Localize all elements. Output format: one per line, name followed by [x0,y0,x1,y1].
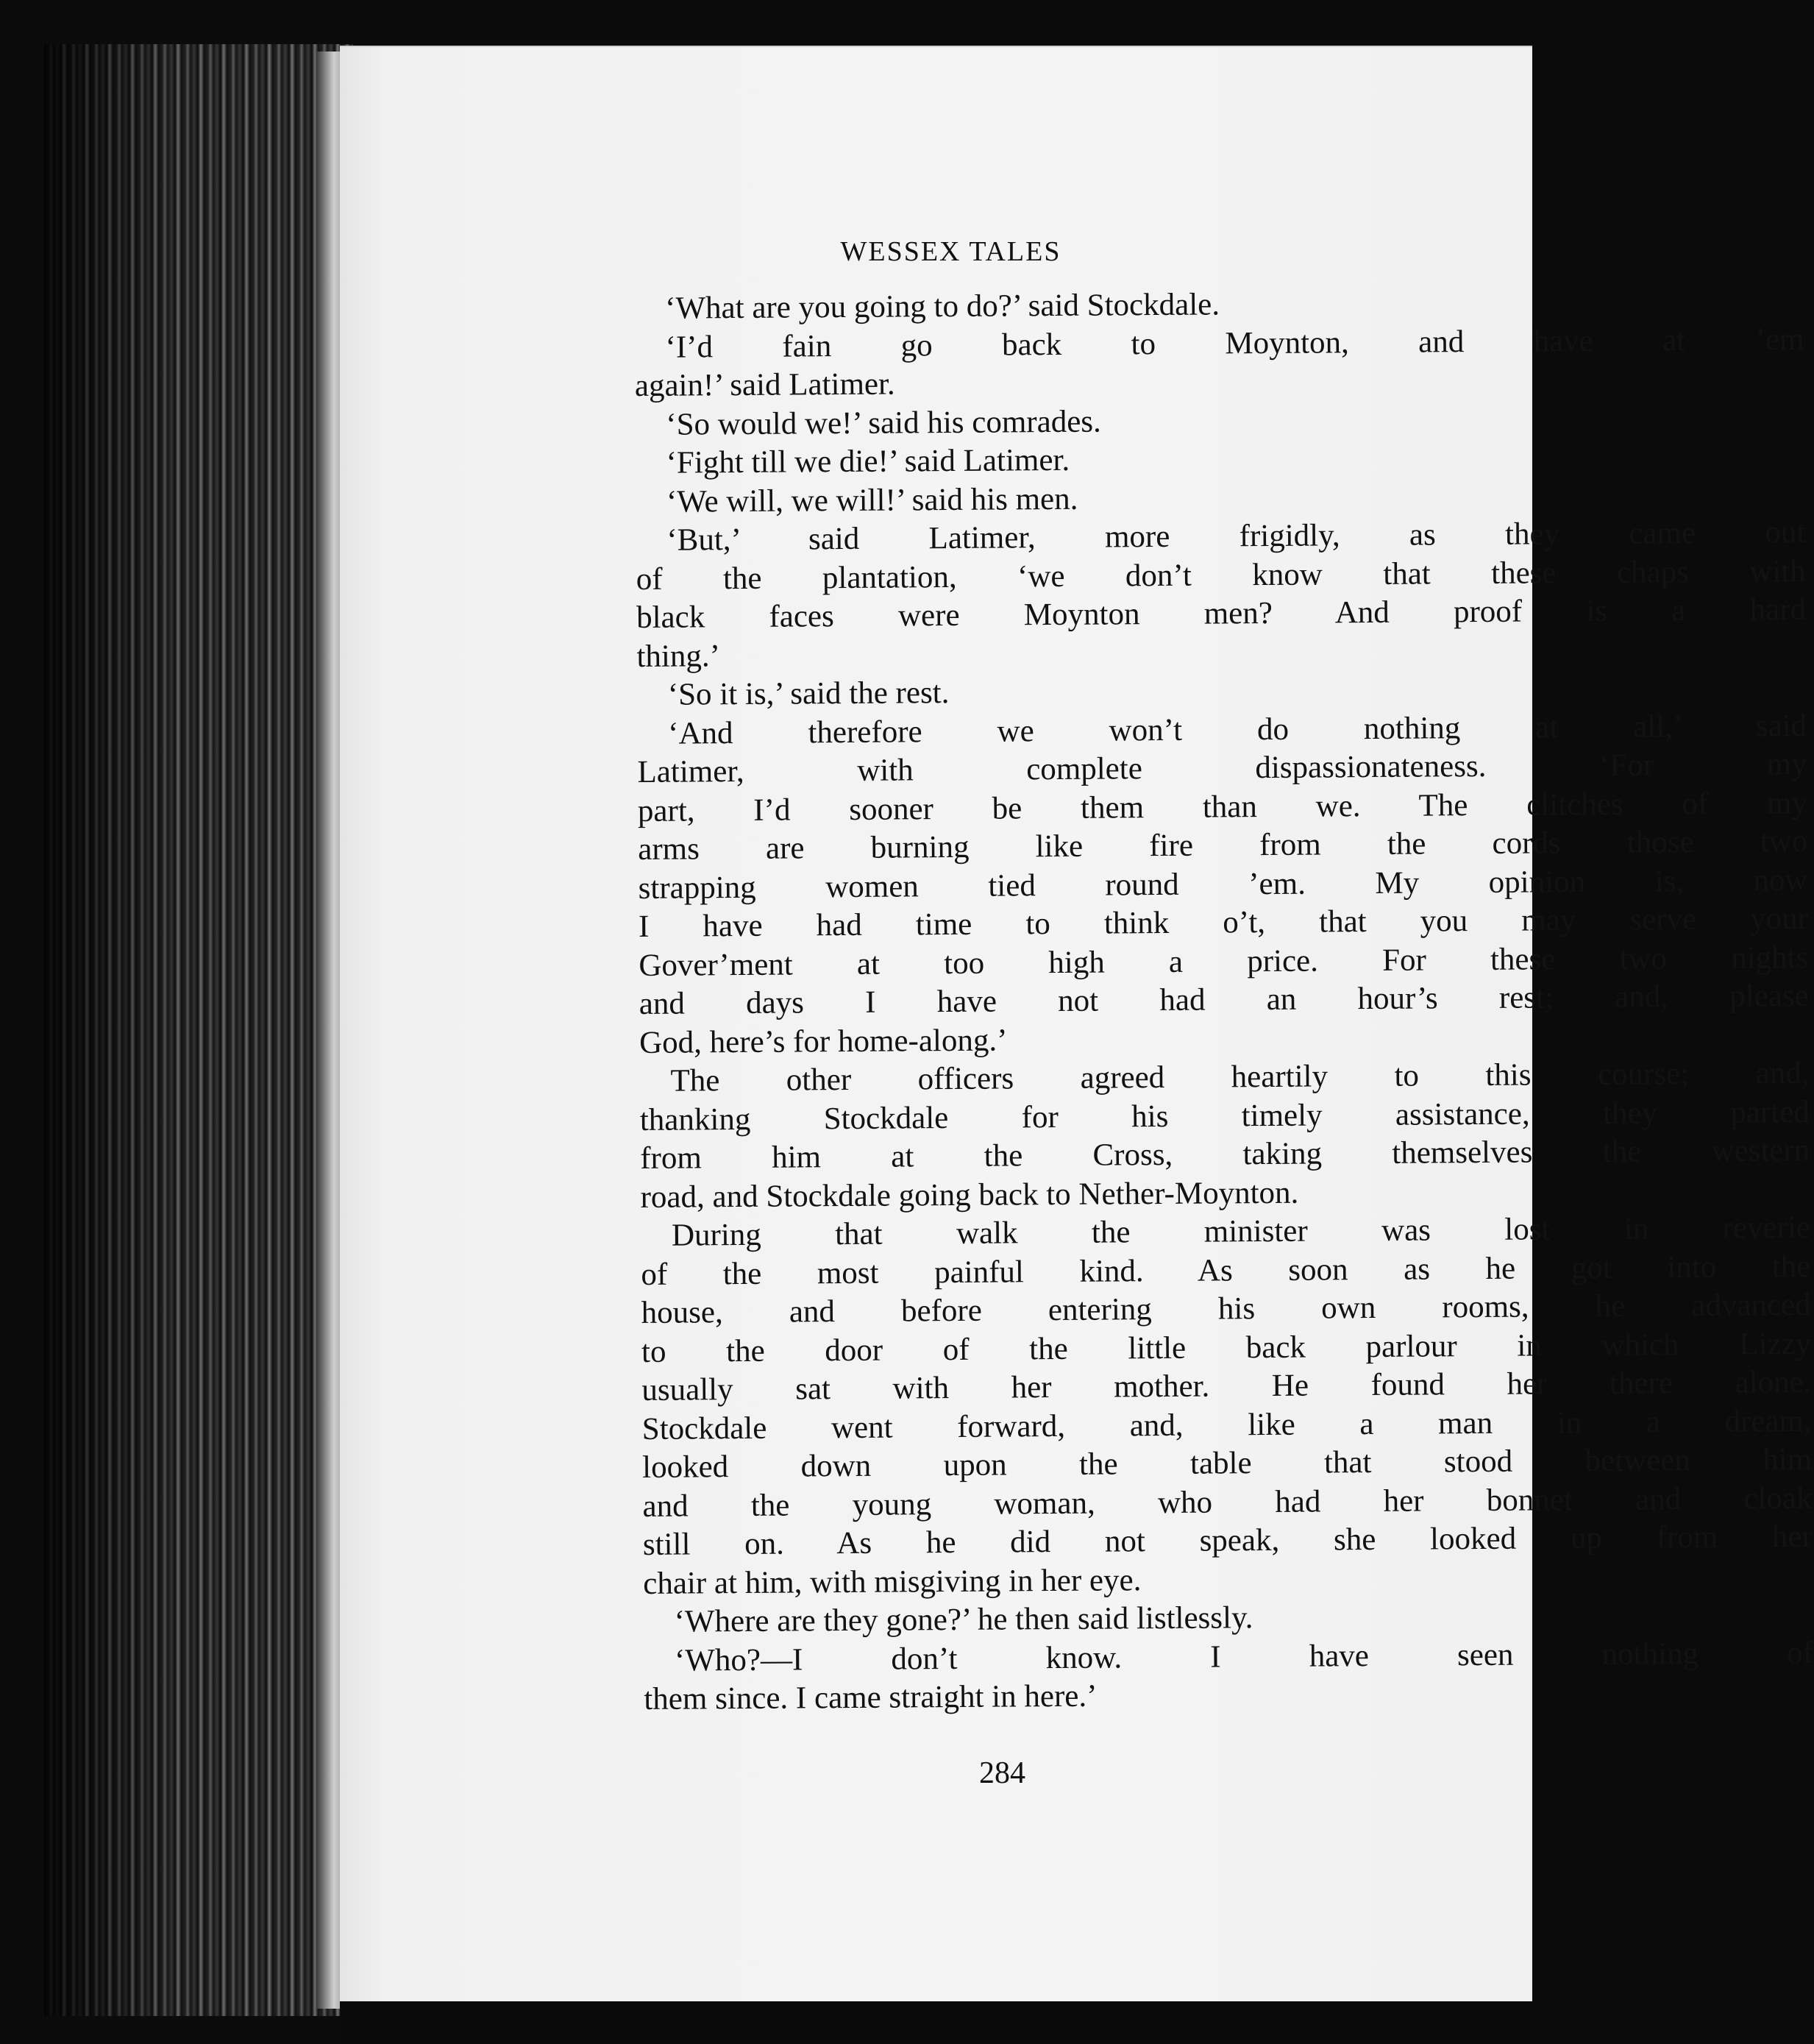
text-line: ‘What are you going to do?’ said Stockdale. [665,287,1220,326]
text-line: ‘So would we!’ said his comrades. [666,404,1101,442]
text-line: ‘So it is,’ said the rest. [667,675,950,712]
text-line: still on. As he did not speak, she looked up from her [642,1519,1813,1562]
paragraph [637,706,1809,1062]
text-line: arms are burning like fire from the cords those two [638,823,1808,867]
text-line: ‘I’d fain go back to Moynton, and have at ’em [665,322,1804,365]
text-line: them since. I came straight in here.’ [644,1678,1098,1717]
book-page [340,46,1814,2003]
text-line: of the most painful kind. As soon as he got into the [641,1249,1811,1292]
text-line: house, and before entering his own rooms, he advanced [641,1287,1811,1330]
text-line: and the young woman, who had her bonnet and cloak [642,1480,1813,1524]
text-line: usually sat with her mother. He found her there alone. [641,1364,1812,1408]
text-line: I have had time to think o’t, that you may serve your [638,901,1809,944]
paragraph [634,320,1804,405]
paragraph [641,1209,1813,1603]
paragraph [644,1633,1814,1719]
paragraph [636,514,1806,676]
page-number [340,1756,1532,1791]
text-line: thing.’ [636,638,721,674]
page-body [634,282,1814,1720]
book-page-edges [44,44,353,2016]
text-line: looked down upon the table that stood between him [642,1441,1813,1485]
text-line: and days I have not had an hour’s rest; and, please [639,978,1809,1021]
text-line: from him at the Cross, taking themselves the western [640,1132,1810,1176]
text-line: Latimer, with complete dispassionateness. ‘For my [637,746,1807,789]
text-line: strapping women tied round ’em. My opinion is, now [638,862,1808,906]
text-line: part, I’d sooner be them than we. The clitches of my [637,785,1808,828]
text-line: ‘But,’ said Latimer, more frigidly, as they came out [666,514,1806,558]
text-line: During that walk the minister was lost in reverie [671,1210,1811,1253]
text-line: ‘And therefore we won’t do nothing at all,’ said [668,708,1807,751]
running-head-text: WESSEX TALES [840,236,1061,267]
text-line: thanking Stockdale for his timely assistance, they parted [639,1094,1810,1138]
text-line: chair at him, with misgiving in her eye. [643,1562,1142,1601]
text-line: to the door of the little back parlour in which Lizzy [641,1326,1812,1369]
text-line: black faces were Moynton men? And proof is a hard [636,592,1807,635]
text-line: God, here’s for home-along.’ [639,1022,1008,1060]
text-line: ‘Who?—I don’t know. I have seen nothing of [674,1635,1814,1678]
text-line: ‘Where are they gone?’ he then said listlessly. [674,1600,1253,1639]
text-line: again!’ said Latimer. [634,366,895,403]
text-line: Stockdale went forward, and, like a man in a dream, [641,1403,1812,1447]
text-line: Gover’ment at too high a price. For these two nights [639,940,1809,983]
running-head [340,235,1532,268]
page-bottom-shadow [340,2001,1532,2044]
text-line: ‘Fight till we die!’ said Latimer. [666,442,1070,480]
text-line: The other officers agreed heartily to this course; and, [670,1055,1810,1099]
text-line: road, and Stockdale going back to Nether-Moynton. [640,1175,1299,1215]
text-line: of the plantation, ‘we don’t know that these chaps with [636,553,1806,597]
text-line: ‘We will, we will!’ said his men. [666,481,1078,519]
page-number-text: 284 [979,1756,1025,1790]
paragraph [639,1054,1810,1217]
